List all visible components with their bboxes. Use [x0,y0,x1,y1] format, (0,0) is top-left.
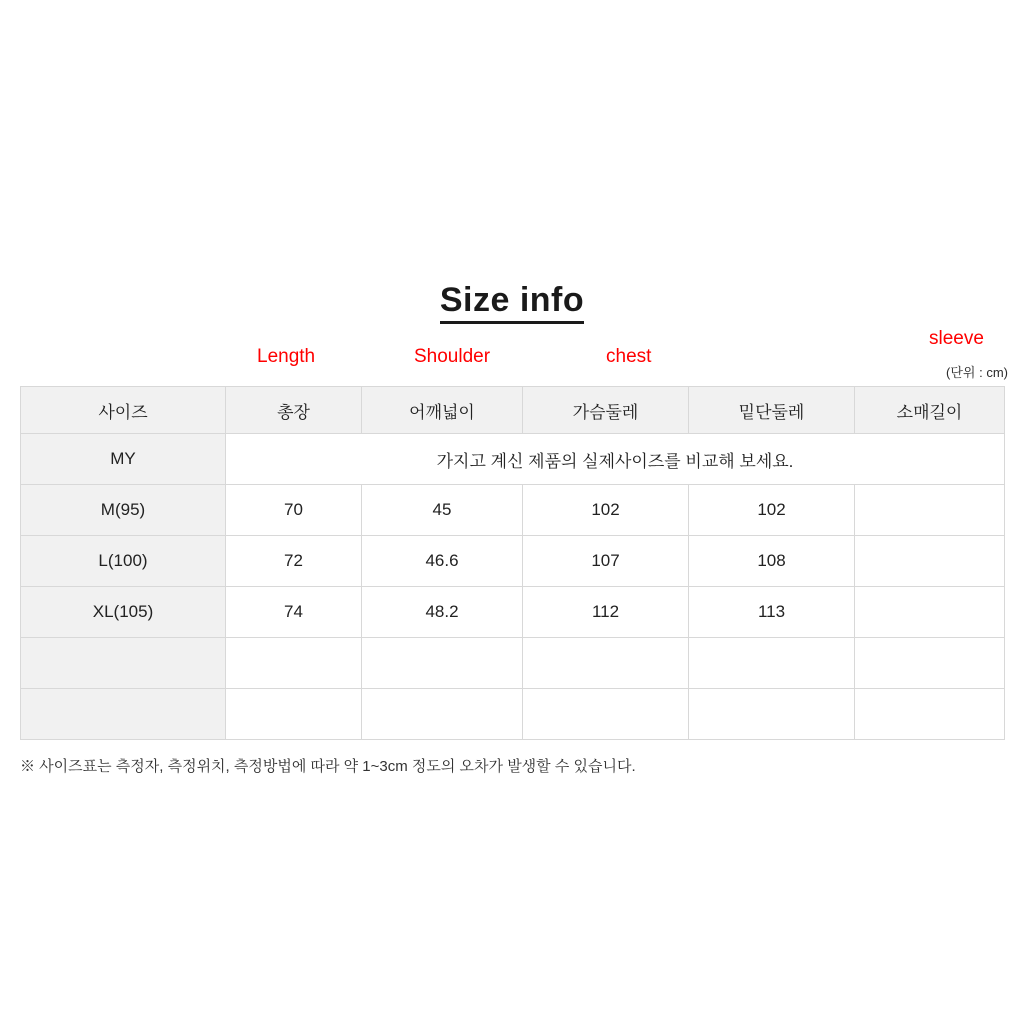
cell-sleeve [855,638,1005,689]
cell-length: 72 [226,536,362,587]
unit-note: (단위 : cm) [946,365,1008,380]
annotation-shoulder: Shoulder [414,346,491,367]
header-cell-hem: 밑단둘레 [689,387,855,434]
cell-sleeve [855,587,1005,638]
cell-length: 74 [226,587,362,638]
row-label-my: MY [21,434,226,485]
footnote: ※ 사이즈표는 측정자, 측정위치, 측정방법에 따라 약 1~3cm 정도의 오차가 발생할 수 있습니다. [20,758,636,775]
row-label-l: L(100) [21,536,226,587]
cell-hem [689,689,855,740]
cell-chest [523,689,689,740]
table-row [21,587,1005,638]
table-row [21,536,1005,587]
size-table [20,386,1005,740]
table-row-my [21,434,1005,485]
table-row [21,638,1005,689]
cell-chest: 102 [523,485,689,536]
cell-sleeve [855,689,1005,740]
header-cell-sleeve: 소매길이 [855,387,1005,434]
header-cell-length: 총장 [226,387,362,434]
cell-shoulder: 48.2 [362,587,523,638]
header-cell-size: 사이즈 [21,387,226,434]
table-row [21,485,1005,536]
cell-hem: 108 [689,536,855,587]
cell-chest: 112 [523,587,689,638]
table-row [21,689,1005,740]
cell-hem [689,638,855,689]
cell-chest: 107 [523,536,689,587]
cell-sleeve [855,536,1005,587]
cell-shoulder [362,689,523,740]
page-title-text: Size info [440,281,584,324]
row-label-empty [21,638,226,689]
cell-length [226,689,362,740]
table-header-row [21,387,1005,434]
cell-shoulder [362,638,523,689]
page-title [0,281,1024,320]
cell-hem: 113 [689,587,855,638]
cell-chest [523,638,689,689]
cell-shoulder: 45 [362,485,523,536]
header-cell-chest: 가슴둘레 [523,387,689,434]
header-cell-shoulder: 어깨넓이 [362,387,523,434]
annotation-sleeve: sleeve [929,328,984,349]
annotation-chest: chest [606,346,652,367]
row-label-xl: XL(105) [21,587,226,638]
row-label-m: M(95) [21,485,226,536]
cell-shoulder: 46.6 [362,536,523,587]
annotation-length: Length [257,346,316,367]
cell-length: 70 [226,485,362,536]
cell-length [226,638,362,689]
size-table-wrapper [20,386,1004,740]
cell-sleeve [855,485,1005,536]
my-row-note: 가지고 계신 제품의 실제사이즈를 비교해 보세요. [226,434,1005,485]
cell-hem: 102 [689,485,855,536]
row-label-empty [21,689,226,740]
